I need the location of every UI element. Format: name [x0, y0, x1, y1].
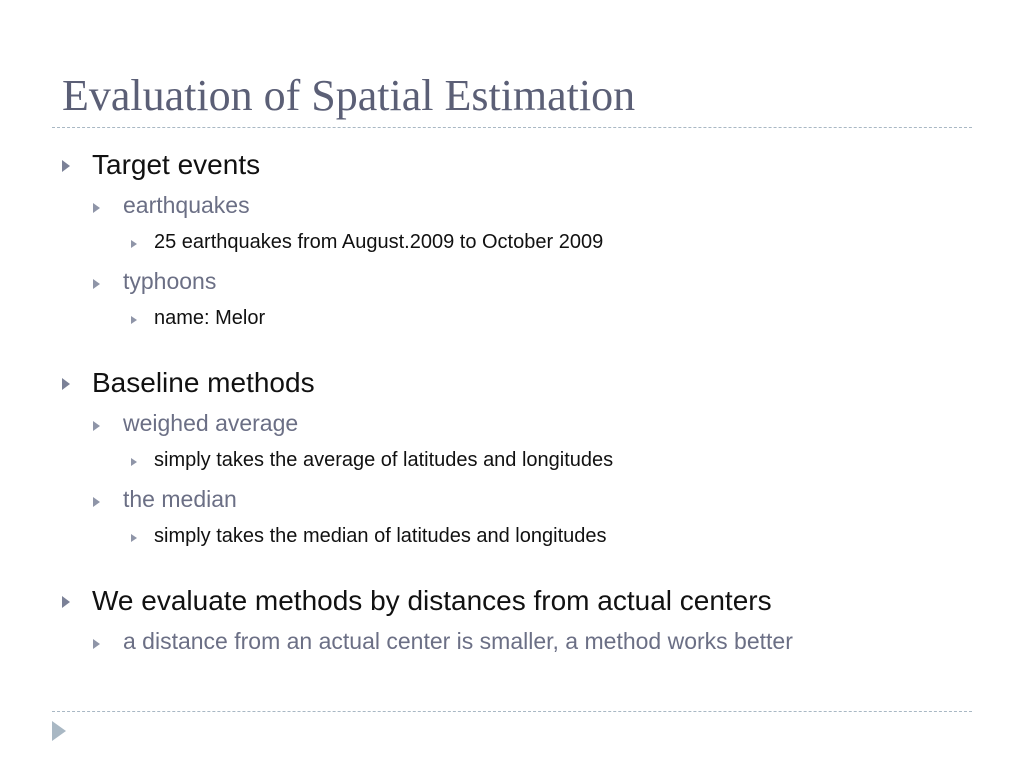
triangle-bullet-icon — [62, 596, 70, 608]
triangle-bullet-icon — [131, 316, 137, 324]
sub-bullet-text: earthquakes — [123, 192, 250, 218]
triangle-bullet-icon — [93, 639, 100, 649]
bullet-text: Baseline methods — [92, 367, 315, 398]
corner-arrow-icon — [52, 721, 66, 741]
triangle-bullet-icon — [131, 534, 137, 542]
detail-text: 25 earthquakes from August.2009 to October 2009 — [154, 231, 604, 253]
sub-bullet-text: weighed average — [123, 410, 299, 436]
triangle-bullet-icon — [93, 279, 100, 289]
triangle-bullet-icon — [131, 240, 137, 248]
detail-text: simply takes the average of latitudes and longitudes — [154, 449, 614, 471]
footer-divider — [52, 711, 972, 712]
sub-bullet-text: a distance from an actual center is smaller, a method works better — [123, 628, 793, 654]
title-divider — [52, 127, 972, 128]
triangle-bullet-icon — [131, 458, 137, 466]
triangle-bullet-icon — [93, 421, 100, 431]
slide-title: Evaluation of Spatial Estimation — [62, 71, 636, 120]
triangle-bullet-icon — [62, 378, 70, 390]
detail-text: simply takes the median of latitudes and longitudes — [154, 525, 607, 547]
triangle-bullet-icon — [93, 497, 100, 507]
triangle-bullet-icon — [62, 160, 70, 172]
sub-bullet-text: typhoons — [123, 268, 217, 294]
bullet-text: We evaluate methods by distances from actual centers — [92, 585, 772, 616]
sub-bullet-text: the median — [123, 486, 237, 512]
detail-text: name: Melor — [154, 307, 266, 329]
bullet-text: Target events — [92, 149, 261, 180]
triangle-bullet-icon — [93, 203, 100, 213]
